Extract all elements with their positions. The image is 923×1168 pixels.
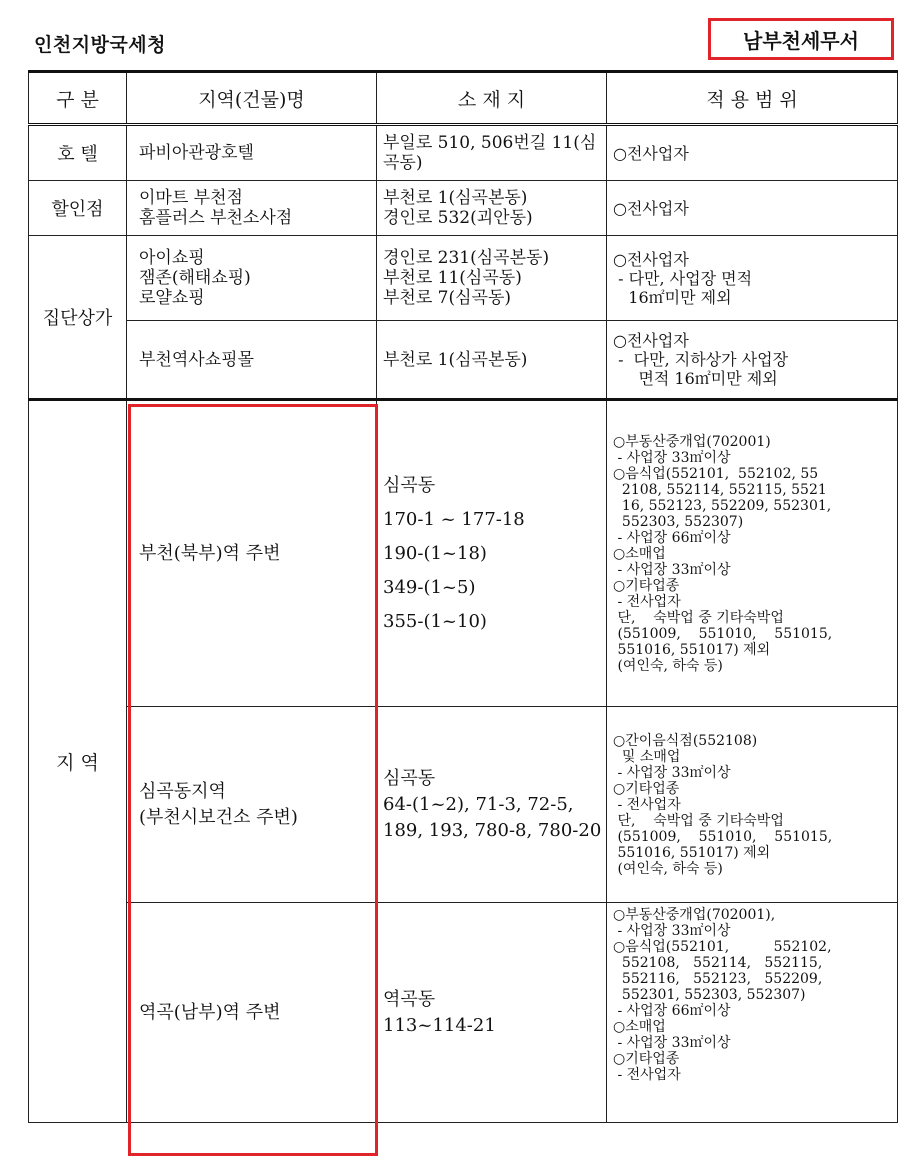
address-cell: 부일로 510, 506번길 11(심곡동) (377, 125, 607, 181)
office-badge: 남부천세무서 (708, 18, 894, 60)
scope-cell: ○전사업자 (607, 125, 898, 181)
table-row (29, 400, 898, 707)
name-cell: 파비아관광호텔 (127, 125, 377, 181)
name-cell: 이마트 부천점 홈플러스 부천소사점 (127, 181, 377, 236)
jurisdiction-table (28, 70, 898, 1123)
address-cell: 부천로 1(심곡본동) 경인로 532(괴안동) (377, 181, 607, 236)
table-row (29, 236, 898, 321)
category-cell: 호 텔 (29, 125, 127, 181)
address-cell: 역곡동 113~114-21 (377, 903, 607, 1123)
table-row (29, 707, 898, 903)
table-header-row (29, 72, 898, 125)
address-cell: 부천로 1(심곡본동) (377, 321, 607, 400)
category-cell: 할인점 (29, 181, 127, 236)
address-cell: 심곡동 64-(1~2), 71-3, 72-5, 189, 193, 780-8, 780-20 (377, 707, 607, 903)
address-cell: 심곡동 170-1 ~ 177-18 190-(1~18) 349-(1~5) 355-(1~10) (377, 400, 607, 707)
scope-cell: ○전사업자 - 다만, 사업장 면적 16㎡미만 제외 (607, 236, 898, 321)
name-cell: 심곡동지역 (부천시보건소 주변) (127, 707, 377, 903)
header-category: 구 분 (29, 72, 127, 125)
header-scope: 적 용 범 위 (607, 72, 898, 125)
scope-cell: ○부동산중개업(702001) - 사업장 33㎡이상 ○음식업(552101, 552102, 55 2108, 552114, 552115, 5521 16, 552123, 552209, 552301, 552303, 552307) - 사업장 66㎡이상 ○소매업 - 사업장 33㎡이상 ○기타업종 - 전사업자 단, 숙박업 중 기타숙박업 (551009, 551010, 551015, 551016, 551017) 제외 (여인숙, 하숙 등) (607, 400, 898, 707)
scope-cell: ○전사업자 (607, 181, 898, 236)
name-cell: 역곡(남부)역 주변 (127, 903, 377, 1123)
name-cell: 부천(북부)역 주변 (127, 400, 377, 707)
category-cell: 집단상가 (29, 236, 127, 400)
table-row (29, 321, 898, 400)
category-cell: 지 역 (29, 400, 127, 1123)
name-cell: 아이쇼핑 잼존(해태쇼핑) 로얄쇼핑 (127, 236, 377, 321)
agency-title: 인천지방국세청 (34, 34, 166, 56)
name-cell: 부천역사쇼핑몰 (127, 321, 377, 400)
scope-cell: ○전사업자 - 다만, 지하상가 사업장 면적 16㎡미만 제외 (607, 321, 898, 400)
scope-cell: ○간이음식점(552108) 및 소매업 - 사업장 33㎡이상 ○기타업종 - 전사업자 단, 숙박업 중 기타숙박업 (551009, 551010, 551015, 551016, 551017) 제외 (여인숙, 하숙 등) (607, 707, 898, 903)
scope-cell: ○부동산중개업(702001), - 사업장 33㎡이상 ○음식업(552101, 552102, 552108, 552114, 552115, 552116, 552123, 552209, 552301, 552303, 552307) - 사업장 66㎡이상 ○소매업 - 사업장 33㎡이상 ○기타업종 - 전사업자 (607, 903, 898, 1123)
table-row (29, 125, 898, 181)
header-name: 지역(건물)명 (127, 72, 377, 125)
address-cell: 경인로 231(심곡본동) 부천로 11(심곡동) 부천로 7(심곡동) (377, 236, 607, 321)
table-row (29, 181, 898, 236)
header-address: 소 재 지 (377, 72, 607, 125)
table-row (29, 903, 898, 1123)
